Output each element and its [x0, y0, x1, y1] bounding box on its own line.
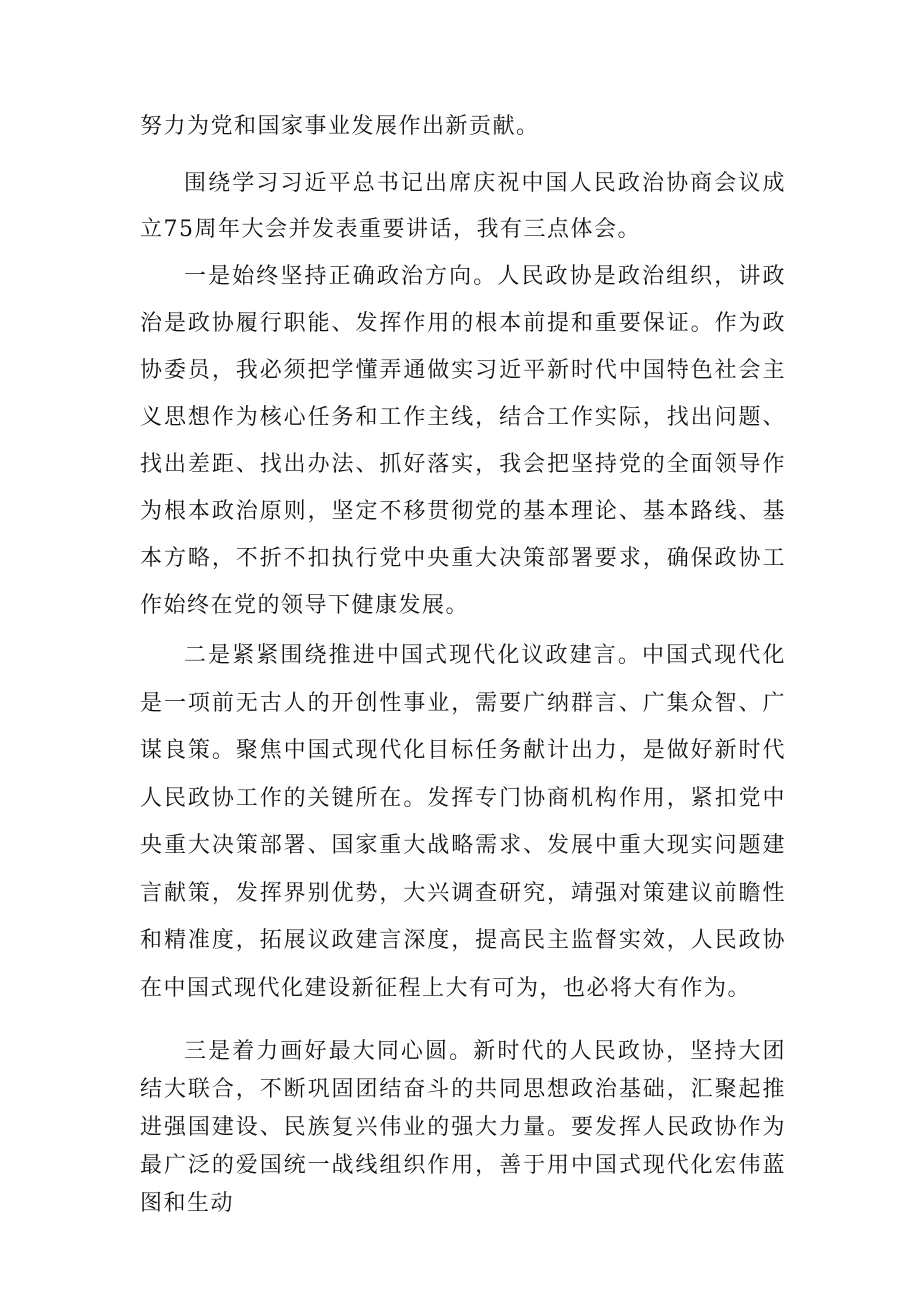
paragraph-point-two: [140, 632, 786, 1012]
paragraph-continuation: [140, 103, 786, 151]
paragraph-text: 围绕学习习近平总书记出席庆祝中国人民政治协商会议成立75周年大会并发表重要讲话，我有三点体会。: [140, 171, 786, 242]
paragraph-text: 二是紧紧围绕推进中国式现代化议政建言。中国式现代化是一项前无古人的开创性事业，需要广纳群言、广集众智、广谋良策。聚焦中国式现代化目标任务献计出力，是做好新时代人民政协工作的关键所在。发挥专门协商机构作用，紧扣党中央重大决策部署、国家重大战略需求、发展中重大现实问题建言献策，发挥界别优势，大兴调查研究，靖强对策建议前瞻性和精准度，拓展议政建言深度，提高民主监督实效，人民政协在中国式现代化建设新征程上大有可为，也必将大有作为。: [140, 643, 786, 1001]
paragraph-text: 努力为党和国家事业发展作出新贡献。: [140, 114, 540, 139]
paragraph-text: 三是着力画好最大同心圆。新时代的人民政协，坚持大团结大联合，不断巩固团结奋斗的共同思想政治基础，汇聚起推进强国建设、民族复兴伟业的强大力量。要发挥人民政协作为最广泛的爱国统一战线组织作用，善于用中国式现代化宏伟蓝图和生动: [140, 1039, 786, 1216]
paragraph-point-three: [140, 1033, 786, 1223]
paragraph-text: 一是始终坚持正确政治方向。人民政协是政治组织，讲政治是政协履行职能、发挥作用的根本前提和重要保证。作为政协委员，我必须把学懂弄通做实习近平新时代中国特色社会主义思想作为核心任务和工作主线，结合工作实际，找出问题、找出差距、找出办法、抓好落实，我会把坚持党的全面领导作为根本政治原则，坚定不移贯彻党的基本理论、基本路线、基本方略，不折不扣执行党中央重大决策部署要求，确保政协工作始终在党的领导下健康发展。: [140, 264, 786, 618]
paragraph-intro: [140, 161, 786, 253]
paragraph-point-one: [140, 253, 786, 629]
